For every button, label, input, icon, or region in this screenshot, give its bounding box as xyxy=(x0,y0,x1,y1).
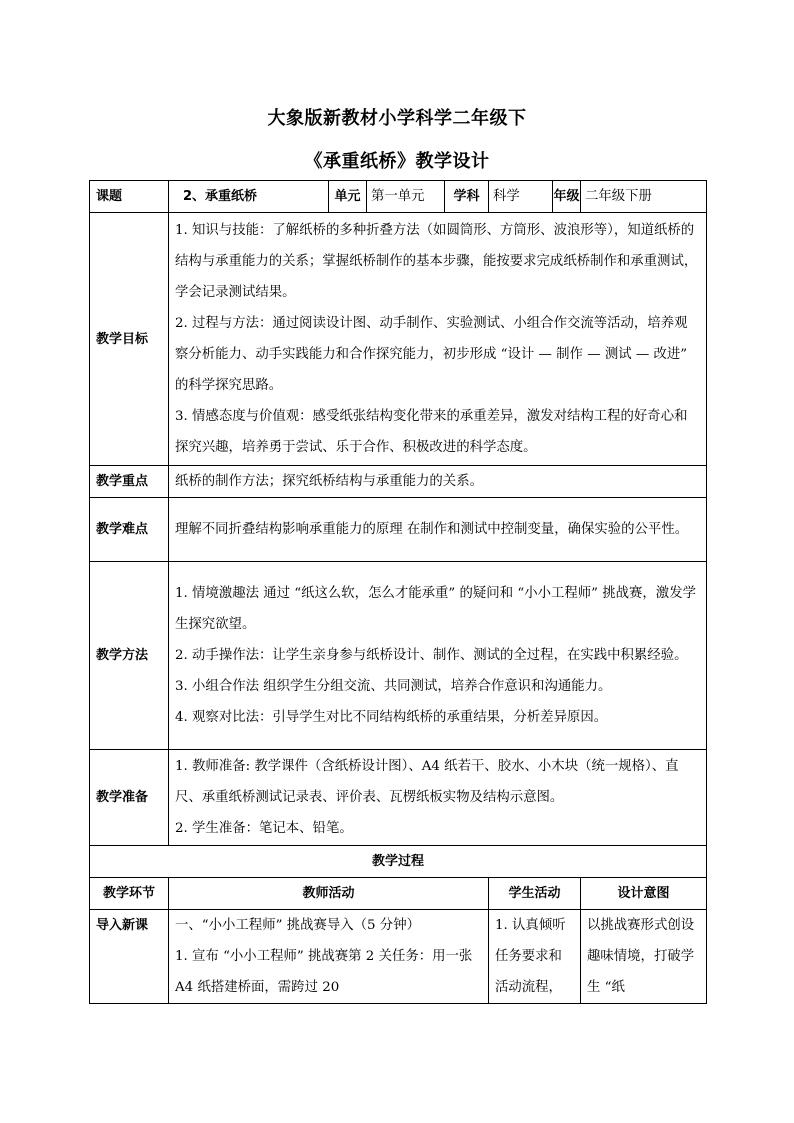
preparation-content xyxy=(169,750,707,846)
preparation-item: 1. 教师准备: 教学课件（含纸桥设计图）、A4 纸若干、胶水、小木块（统一规格）、直尺、承重纸桥测试记录表、评价表、瓦楞纸板实物及结构示意图。 xyxy=(175,759,679,805)
process-section-row xyxy=(90,846,707,878)
methods-content xyxy=(169,562,707,750)
grade-label: 年级 xyxy=(553,181,581,213)
method-item: 4. 观察对比法：引导学生对比不同结构纸桥的承重结果，分析差异原因。 xyxy=(175,710,608,725)
stage-cell: 导入新课 xyxy=(90,910,169,1004)
grade-value: 二年级下册 xyxy=(581,181,707,213)
document-subtitle: 《承重纸桥》教学设计 xyxy=(304,151,490,172)
methods-row xyxy=(90,562,707,750)
unit-label: 单元 xyxy=(329,181,367,213)
student-activity-cell: 1. 认真倾听任务要求和活动流程， xyxy=(489,910,581,1004)
topic-value: 2、承重纸桥 xyxy=(169,181,329,213)
col-intent-header: 设计意图 xyxy=(581,878,707,910)
header-row xyxy=(90,181,707,213)
method-item: 3. 小组合作法 组织学生分组交流、共同测试，培养合作意识和沟通能力。 xyxy=(175,679,612,694)
subject-value: 科学 xyxy=(489,181,553,213)
difficulty-row xyxy=(90,498,707,562)
teacher-activity-cell xyxy=(169,910,489,1004)
teacher-activity-title: 一、“小小工程师” 挑战赛导入（5 分钟） xyxy=(175,918,420,933)
col-stage-header: 教学环节 xyxy=(90,878,169,910)
col-teacher-header: 教师活动 xyxy=(169,878,489,910)
preparation-item: 2. 学生准备：笔记本、铅笔。 xyxy=(175,821,353,836)
process-header-row xyxy=(90,878,707,910)
subject-label: 学科 xyxy=(445,181,489,213)
goal-item: 1. 知识与技能：了解纸桥的多种折叠方法（如圆筒形、方筒形、波浪形等），知道纸桥的结构与承重能力的关系；掌握纸桥制作的基本步骤，能按要求完成纸桥制作和承重测试，学会记录测试结果。 xyxy=(175,223,698,300)
method-item: 1. 情境激趣法 通过 “纸这么软，怎么才能承重” 的疑问和 “小小工程师” 挑战赛，激发学生探究欲望。 xyxy=(175,586,696,632)
document-title: 大象版新教材小学科学二年级下 xyxy=(267,108,527,129)
goals-content xyxy=(169,213,707,466)
goals-row xyxy=(90,213,707,466)
methods-label: 教学方法 xyxy=(90,562,169,750)
col-student-header: 学生活动 xyxy=(489,878,581,910)
lesson-plan-table xyxy=(89,180,707,1004)
preparation-label: 教学准备 xyxy=(90,750,169,846)
method-item: 2. 动手操作法：让学生亲身参与纸桥设计、制作、测试的全过程，在实践中积累经验。 xyxy=(175,648,688,663)
difficulty-label: 教学难点 xyxy=(90,498,169,562)
key-point-label: 教学重点 xyxy=(90,466,169,498)
goals-label: 教学目标 xyxy=(90,213,169,466)
topic-label: 课题 xyxy=(90,181,169,213)
teacher-activity-text: 1. 宣布 “小小工程师” 挑战赛第 2 关任务：用一张 A4 纸搭建桥面，需跨过 20 xyxy=(175,949,473,995)
key-point-row xyxy=(90,466,707,498)
process-section-title: 教学过程 xyxy=(90,846,707,878)
goal-item: 2. 过程与方法：通过阅读设计图、动手制作、实验测试、小组合作交流等活动，培养观察分析能力、动手实践能力和合作探究能力，初步形成 “设计 — 制作 — 测试 — 改进” 的科学探究思路。 xyxy=(175,316,688,393)
goal-item: 3. 情感态度与价值观：感受纸张结构变化带来的承重差异，激发对结构工程的好奇心和探究兴趣，培养勇于尝试、乐于合作、积极改进的科学态度。 xyxy=(175,409,688,455)
unit-value: 第一单元 xyxy=(367,181,445,213)
key-point-text: 纸桥的制作方法；探究纸桥结构与承重能力的关系。 xyxy=(169,466,707,498)
process-row xyxy=(90,910,707,1004)
design-intent-cell: 以挑战赛形式创设趣味情境，打破学生 “纸 xyxy=(581,910,707,1004)
difficulty-text: 理解不同折叠结构影响承重能力的原理 在制作和测试中控制变量，确保实验的公平性。 xyxy=(169,498,707,562)
preparation-row xyxy=(90,750,707,846)
